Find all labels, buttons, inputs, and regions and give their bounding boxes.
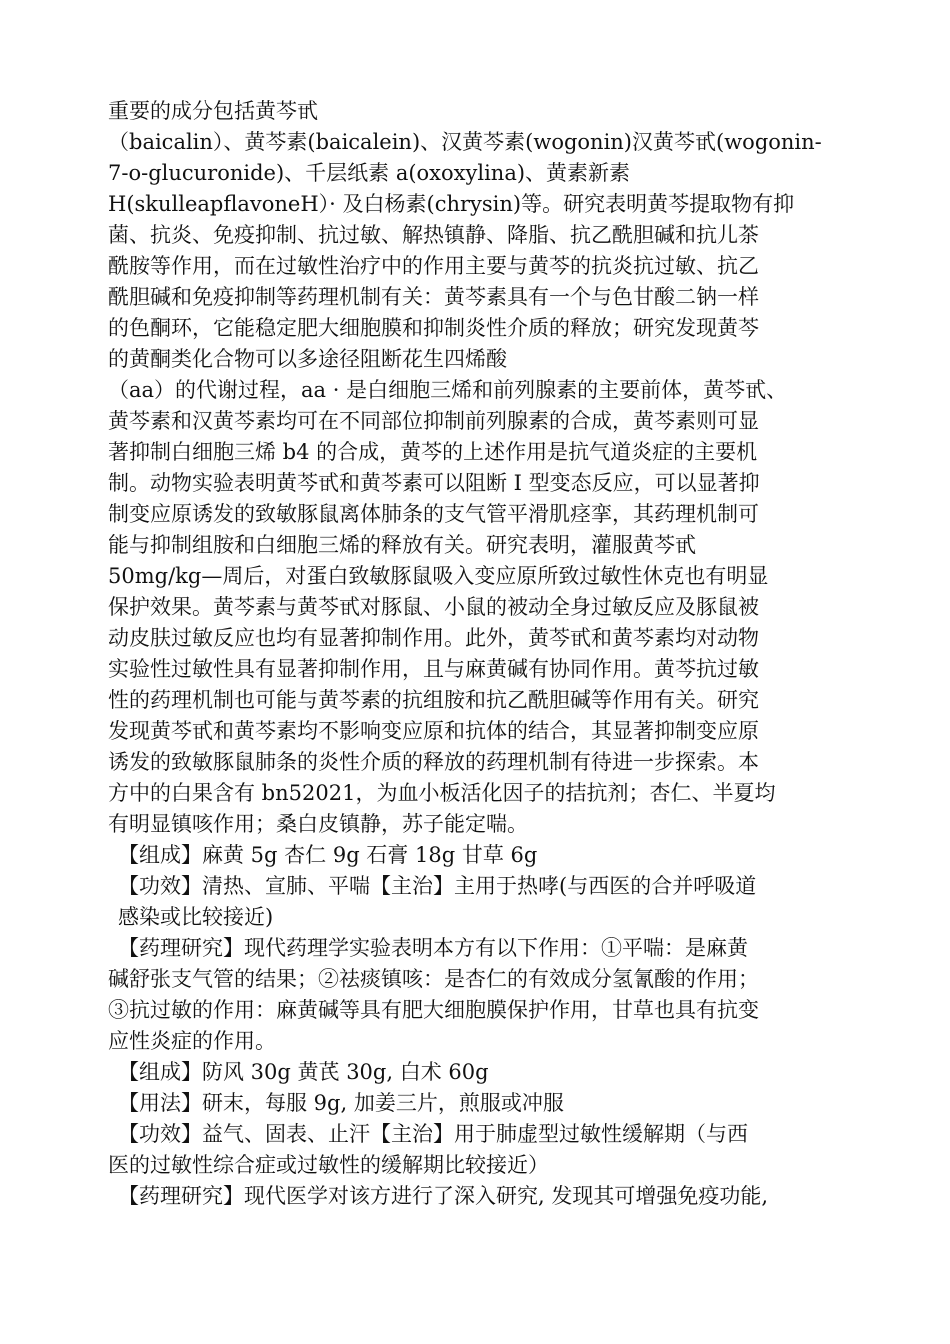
text-line: 【功效】清热、宣肺、平喘【主治】主用于热哮(与西医的合并呼吸道 — [118, 874, 757, 898]
text-line: 动皮肤过敏反应也均有显著抑制作用。此外，黄芩甙和黄芩素均对动物 — [108, 626, 759, 650]
text-line: 【组成】麻黄 5g 杏仁 9g 石膏 18g 甘草 6g — [118, 843, 538, 867]
text-line: 【药理研究】现代医学对该方进行了深入研究, 发现其可增强免疫功能, — [118, 1184, 769, 1208]
text-line: 重要的成分包括黄芩甙 — [108, 99, 318, 123]
text-line: 应性炎症的作用。 — [108, 1029, 276, 1053]
text-line: 菌、抗炎、免疫抑制、抗过敏、解热镇静、降脂、抗乙酰胆碱和抗儿茶 — [108, 223, 759, 247]
text-line: H(skulleapflavoneH）· 及白杨素(chrysin)等。研究表明黄芩提取物有抑 — [108, 192, 795, 216]
text-line: 【组成】防风 30g 黄芪 30g, 白术 60g — [118, 1060, 489, 1084]
text-line: 的色酮环，它能稳定肥大细胞膜和抑制炎性介质的释放；研究发现黄芩 — [108, 316, 759, 340]
text-line: 方中的白果含有 bn52021，为血小板活化因子的拮抗剂；杏仁、半夏均 — [108, 781, 776, 805]
text-line: 酰胺等作用，而在过敏性治疗中的作用主要与黄芩的抗炎抗过敏、抗乙 — [108, 254, 759, 278]
text-line: 能与抑制组胺和白细胞三烯的释放有关。研究表明，灌服黄芩甙 — [108, 533, 696, 557]
text-line: 【用法】研末，每服 9g, 加姜三片，煎服或冲服 — [118, 1091, 564, 1115]
text-line: 【药理研究】现代药理学实验表明本方有以下作用：①平喘：是麻黄 — [118, 936, 748, 960]
text-line: 【功效】益气、固表、止汗【主治】用于肺虚型过敏性缓解期（与西 — [118, 1122, 748, 1146]
text-line: 7-o-glucuronide)、千层纸素 a(oxoxylina)、黄素新素 — [108, 161, 631, 185]
text-line: 感染或比较接近) — [118, 905, 274, 929]
text-line: 性的药理机制也可能与黄芩素的抗组胺和抗乙酰胆碱等作用有关。研究 — [108, 688, 759, 712]
text-line: （baicalin）、黄芩素(baicalein)、汉黄芩素(wogonin)汉黄芩甙(wogonin- — [108, 130, 822, 154]
text-line: 诱发的致敏豚鼠肺条的炎性介质的释放的药理机制有待进一步探索。本 — [108, 750, 759, 774]
text-line: 保护效果。黄芩素与黄芩甙对豚鼠、小鼠的被动全身过敏反应及豚鼠被 — [108, 595, 759, 619]
text-line: 发现黄芩甙和黄芩素均不影响变应原和抗体的结合，其显著抑制变应原 — [108, 719, 759, 743]
text-line: （aa）的代谢过程，aa · 是白细胞三烯和前列腺素的主要前体，黄芩甙、 — [108, 378, 788, 402]
text-line: 医的过敏性综合症或过敏性的缓解期比较接近） — [108, 1153, 549, 1177]
document-body — [108, 96, 848, 1212]
text-line: 酰胆碱和免疫抑制等药理机制有关：黄芩素具有一个与色甘酸二钠一样 — [108, 285, 759, 309]
text-line: ③抗过敏的作用：麻黄碱等具有肥大细胞膜保护作用，甘草也具有抗变 — [108, 998, 759, 1022]
text-line: 有明显镇咳作用；桑白皮镇静，苏子能定喘。 — [108, 812, 528, 836]
text-line: 50mg/kg—周后，对蛋白致敏豚鼠吸入变应原所致过敏性休克也有明显 — [108, 564, 769, 588]
text-line: 著抑制白细胞三烯 b4 的合成，黄芩的上述作用是抗气道炎症的主要机 — [108, 440, 758, 464]
text-line: 的黄酮类化合物可以多途径阻断花生四烯酸 — [108, 347, 507, 371]
text-line: 碱舒张支气管的结果；②祛痰镇咳：是杏仁的有效成分氢氰酸的作用； — [108, 967, 759, 991]
text-line: 制。动物实验表明黄芩甙和黄芩素可以阻断 Ⅰ 型变态反应，可以显著抑 — [108, 471, 760, 495]
text-line: 黄芩素和汉黄芩素均可在不同部位抑制前列腺素的合成，黄芩素则可显 — [108, 409, 759, 433]
text-line: 制变应原诱发的致敏豚鼠离体肺条的支气管平滑肌痉挛，其药理机制可 — [108, 502, 759, 526]
text-line: 实验性过敏性具有显著抑制作用，且与麻黄碱有协同作用。黄芩抗过敏 — [108, 657, 759, 681]
